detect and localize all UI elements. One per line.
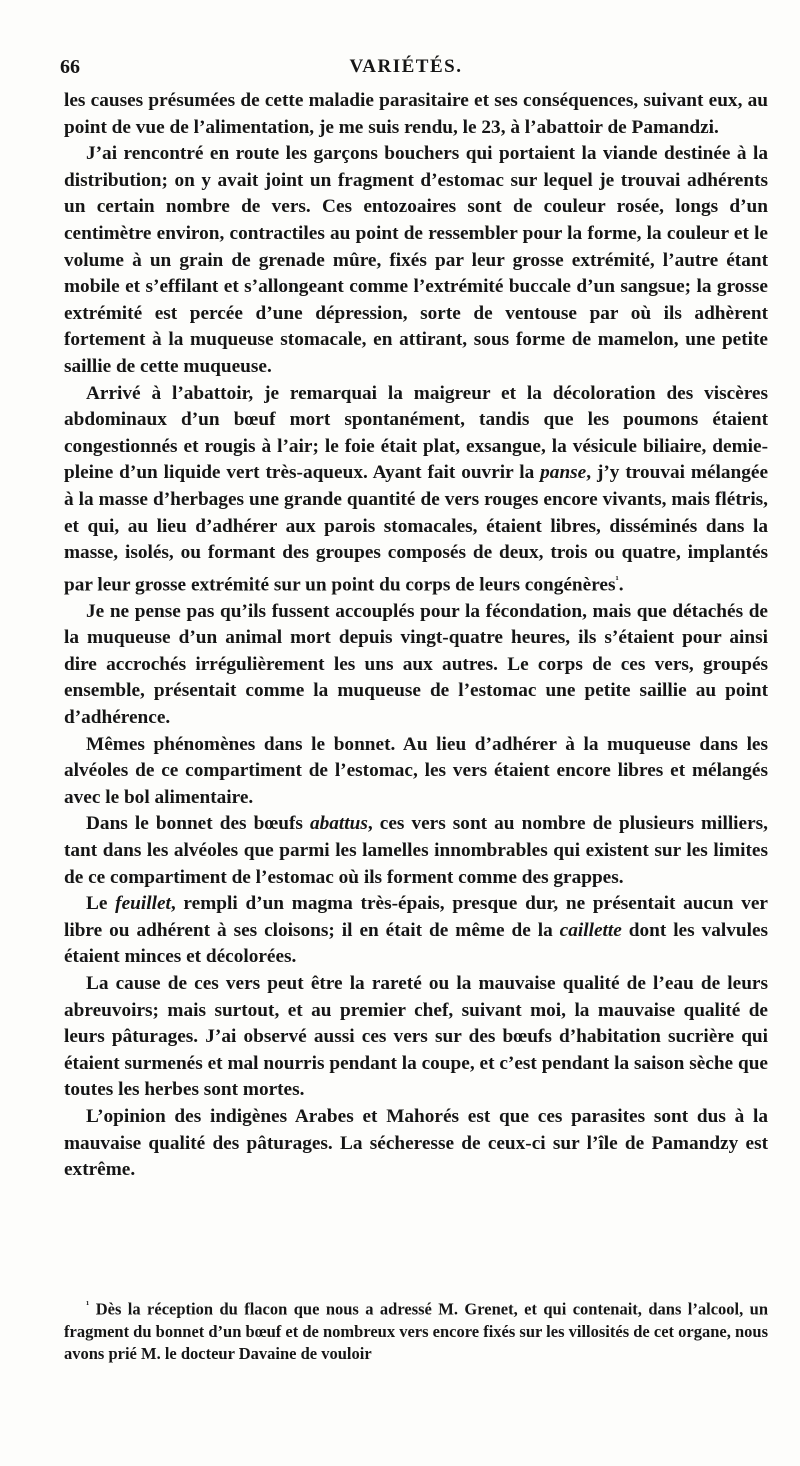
paragraph-1: les causes présumées de cette maladie parasitaire et ses conséquences, suivant eux, au point de vue de l’alimentation, je me suis rendu, le 23, à l’abattoir de Pamandzi. [64,90,768,138]
page-header [60,56,752,86]
paragraph-3-text-a: Arrivé à l’abattoir, je remarquai la maigreur et la décoloration des viscères abdominaux d’un bœuf mort spontanément, tandis que les poumons étaient congestionnés et rougis à l’air; le foie était plat, exsangue, la vésicule biliaire, demie-pleine d’un liquide vert très-aqueux. Ayant fait ouvrir la [64,382,768,484]
footnote-paragraph [64,1294,768,1365]
paragraph-5: Mêmes phénomènes dans le bonnet. Au lieu d’adhérer à la muqueuse dans les alvéoles de ce compartiment de l’estomac, les vers étaient encore libres et mélangés avec le bol alimentaire. [64,733,768,808]
footnote-marker: ¹ [86,1299,90,1311]
paragraph-3-text-b: , j’y trouvai mélangée à la masse d’herbages une grande quantité de vers rouges encore vivants, mais flétris, et qui, au lieu d’adhérer aux parois stomacales, étaient libres, disséminés dans la masse, isolés, ou formant des groupes composés de deux, trois ou quatre, implantés par leur grosse extrémité sur un point du corps de leurs congénères [64,462,768,596]
paragraph-8: La cause de ces vers peut être la rareté ou la mauvaise qualité de l’eau de leurs abreuvoirs; mais surtout, et au premier chef, suivant moi, la mauvaise qualité de leurs pâturages. J’ai observé aussi ces vers sur des bœufs d’habitation sucrière qui étaient surmenés et mal nourris pendant la coupe, et c’est pendant la saison sèche que toutes les herbes sont mortes. [64,973,768,1101]
paragraph-4: Je ne pense pas qu’ils fussent accouplés pour la fécondation, mais que détachés de la muqueuse d’un animal mort depuis vingt-quatre heures, ils s’étaient pour ainsi dire accrochés irrégulièrement les uns aux autres. Le corps de ces vers, groupés ensemble, présentait comme la muqueuse de l’estomac une petite saillie au point d’adhérence. [64,600,768,729]
paragraph-7 [64,891,768,971]
paragraph-6 [64,811,768,891]
paragraph-7-text-b: , rempli d’un magma très-épais, presque dur, ne présentait aucun ver libre ou adhérent à ses cloisons; il en était de même de la [64,893,768,941]
footnote [64,1294,768,1365]
footnote-text: Dès la réception du flacon que nous a adressé M. Grenet, et qui contenait, dans l’alcool, un fragment du bonnet d’un bœuf et de nombreux vers encore fixés sur les villosités de cet organe, nous avons prié M. le docteur Davaine de vouloir [64,1299,768,1363]
running-head: VARIÉTÉS. [349,56,463,77]
paragraph-3-italic: panse [540,462,587,484]
paragraph-3-end: . [618,574,624,596]
paragraph-7-text-c: dont les valvules étaient minces et décolorées. [64,919,768,968]
page-number: 66 [60,56,80,78]
paragraph-6-text-a: Dans le bonnet des bœufs [86,813,310,835]
paragraph-7-italic-1: feuillet [115,893,171,915]
paragraph-6-italic: abattus [309,813,368,835]
paragraph-3 [64,381,768,599]
paragraph-7-text-a: Le [86,893,116,915]
paragraph-2: J’ai rencontré en route les garçons bouchers qui portaient la viande destinée à la distribution; on y avait joint un fragment d’estomac sur lequel je trouvai adhérents un certain nombre de vers. Ces entozoaires sont de couleur rosée, longs d’un centimètre environ, contractiles au point de ressembler pour la forme, la couleur et le volume à un grain de grenade mûre, fixés par leur grosse extrémité, l’autre étant mobile et s’effilant et s’allongeant comme l’extrémité buccale d’un sangsue; la grosse extrémité est percée d’une dépression, sorte de ventouse par où ils adhèrent fortement à la muqueuse stomacale, en attirant, sous forme de mamelon, une petite saillie de cette muqueuse. [64,143,768,377]
body-text [64,88,768,1184]
paragraph-7-italic-2: caillette [559,919,622,941]
paragraph-6-text-b: , ces vers sont au nombre de plusieurs milliers, tant dans les alvéoles que parmi les lamelles innombrables qui existent sur les limites de ce compartiment de l’estomac où ils forment comme des grappes. [64,813,768,888]
paragraph-9: L’opinion des indigènes Arabes et Mahorés est que ces parasites sont dus à la mauvaise qualité des pâturages. La sécheresse de ceux-ci sur l’île de Pamandzy est extrême. [64,1105,768,1181]
footnote-reference: ¹ [615,573,619,586]
